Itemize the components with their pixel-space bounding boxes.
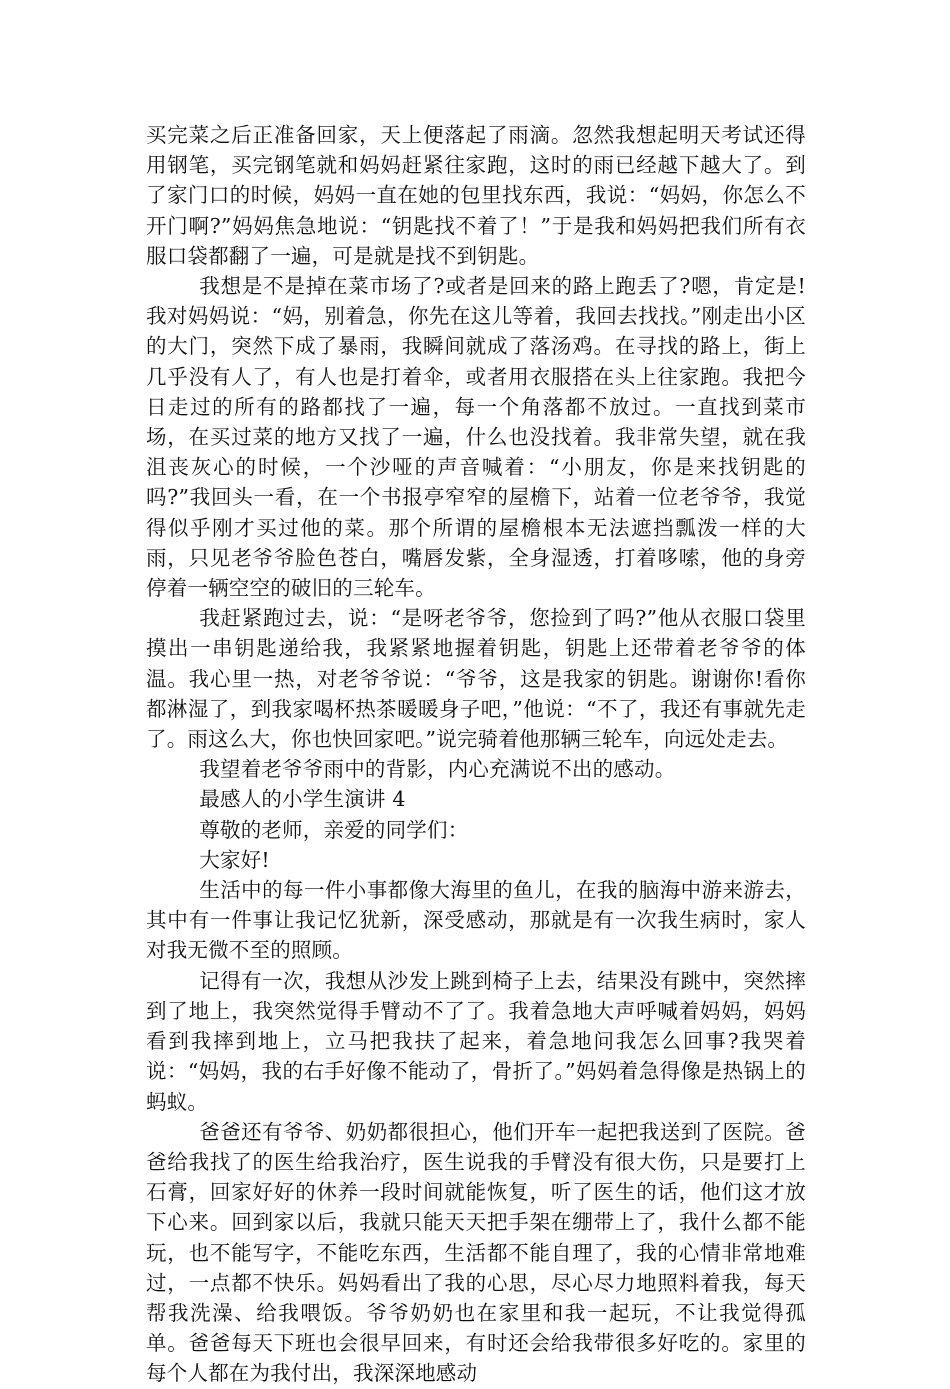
paragraph-8: 生活中的每一件小事都像大海里的鱼儿，在我的脑海中游来游去，其中有一件事让我记忆犹新，深受感动，那就是有一次我生病时，家人对我无微不至的照顾。 — [146, 878, 806, 963]
paragraph-10: 爸爸还有爷爷、奶奶都很担心，他们开车一起把我送到了医院。爸爸给我找了的医生给我治疗，医生说我的手臂没有很大伤，只是要打上石膏，回家好好的休养一段时间就能恢复，听了医生的话，他们这才放下心来。回到家以后，我就只能天天把手架在绷带上了，我什么都不能玩，也不能写字，不能吃东西，生活都不能自理了，我的心情非常地难过，一点都不快乐。妈妈看出了我的心思，尽心尽力地照料着我，每天帮我洗澡、给我喂饭。爷爷奶奶也在家里和我一起玩，不让我觉得孤单。爸爸每天下班也会很早回来，有时还会给我带很多好吃的。家里的每个人都在为我付出，我深深地感动 — [146, 1119, 806, 1386]
salutation: 尊敬的老师，亲爱的同学们： — [199, 817, 469, 842]
paragraph-4: 我望着老爷爷雨中的背影，内心充满说不出的感动。 — [199, 757, 676, 782]
document-page — [146, 120, 806, 1389]
paragraph-9: 记得有一次，我想从沙发上跳到椅子上去，结果没有跳中，突然摔到了地上，我突然觉得手臂动不了了。我着急地大声呼喊着妈妈，妈妈看到我摔到地上，立马把我扶了起来，着急地问我怎么回事?我哭着说：“妈妈，我的右手好像不能动了，骨折了。”妈妈着急得像是热锅上的蚂蚁。 — [146, 968, 806, 1114]
paragraph-1: 买完菜之后正准备回家，天上便落起了雨滴。忽然我想起明天考试还得用钢笔，买完钢笔就和妈妈赶紧往家跑，这时的雨已经越下越大了。到了家门口的时候，妈妈一直在她的包里找东西，我说：“妈妈，你怎么不开门啊?”妈妈焦急地说：“钥匙找不着了！”于是我和妈妈把我们所有衣服口袋都翻了一遍，可是就是找不到钥匙。 — [146, 123, 806, 268]
paragraph-3: 我赶紧跑过去，说：“是呀老爷爷，您捡到了吗?”他从衣服口袋里摸出一串钥匙递给我，我紧紧地握着钥匙，钥匙上还带着老爷爷的体温。我心里一热，对老爷爷说：“爷爷，这是我家的钥匙。谢谢你!看你都淋湿了，到我家喝杯热茶暖暖身子吧，”他说：“不了，我还有事就先走了。雨这么大，你也快回家吧。”说完骑着他那辆三轮车，向远处走去。 — [146, 606, 806, 752]
paragraph-2: 我想是不是掉在菜市场了?或者是回来的路上跑丢了?嗯，肯定是!我对妈妈说：“妈，别着急，你先在这儿等着，我回去找找。”刚走出小区的大门，突然下成了暴雨，我瞬间就成了落汤鸡。在寻找的路上，街上几乎没有人了，有人也是打着伞，或者用衣服搭在头上往家跑。我把今日走过的所有的路都找了一遍，每一个角落都不放过。一直找到菜市场，在买过菜的地方又找了一遍，什么也没找着。我非常失望，就在我沮丧灰心的时候，一个沙哑的声音喊着：“小朋友，你是来找钥匙的吗?”我回头一看，在一个书报亭窄窄的屋檐下，站着一位老爷爷，我觉得似乎刚才买过他的菜。那个所谓的屋檐根本无法遮挡瓢泼一样的大雨，只见老爷爷脸色苍白，嘴唇发紫，全身湿透，打着哆嗦，他的身旁停着一辆空空的破旧的三轮车。 — [146, 274, 806, 601]
greeting: 大家好! — [199, 847, 270, 872]
section-heading: 最感人的小学生演讲 4 — [199, 787, 406, 812]
